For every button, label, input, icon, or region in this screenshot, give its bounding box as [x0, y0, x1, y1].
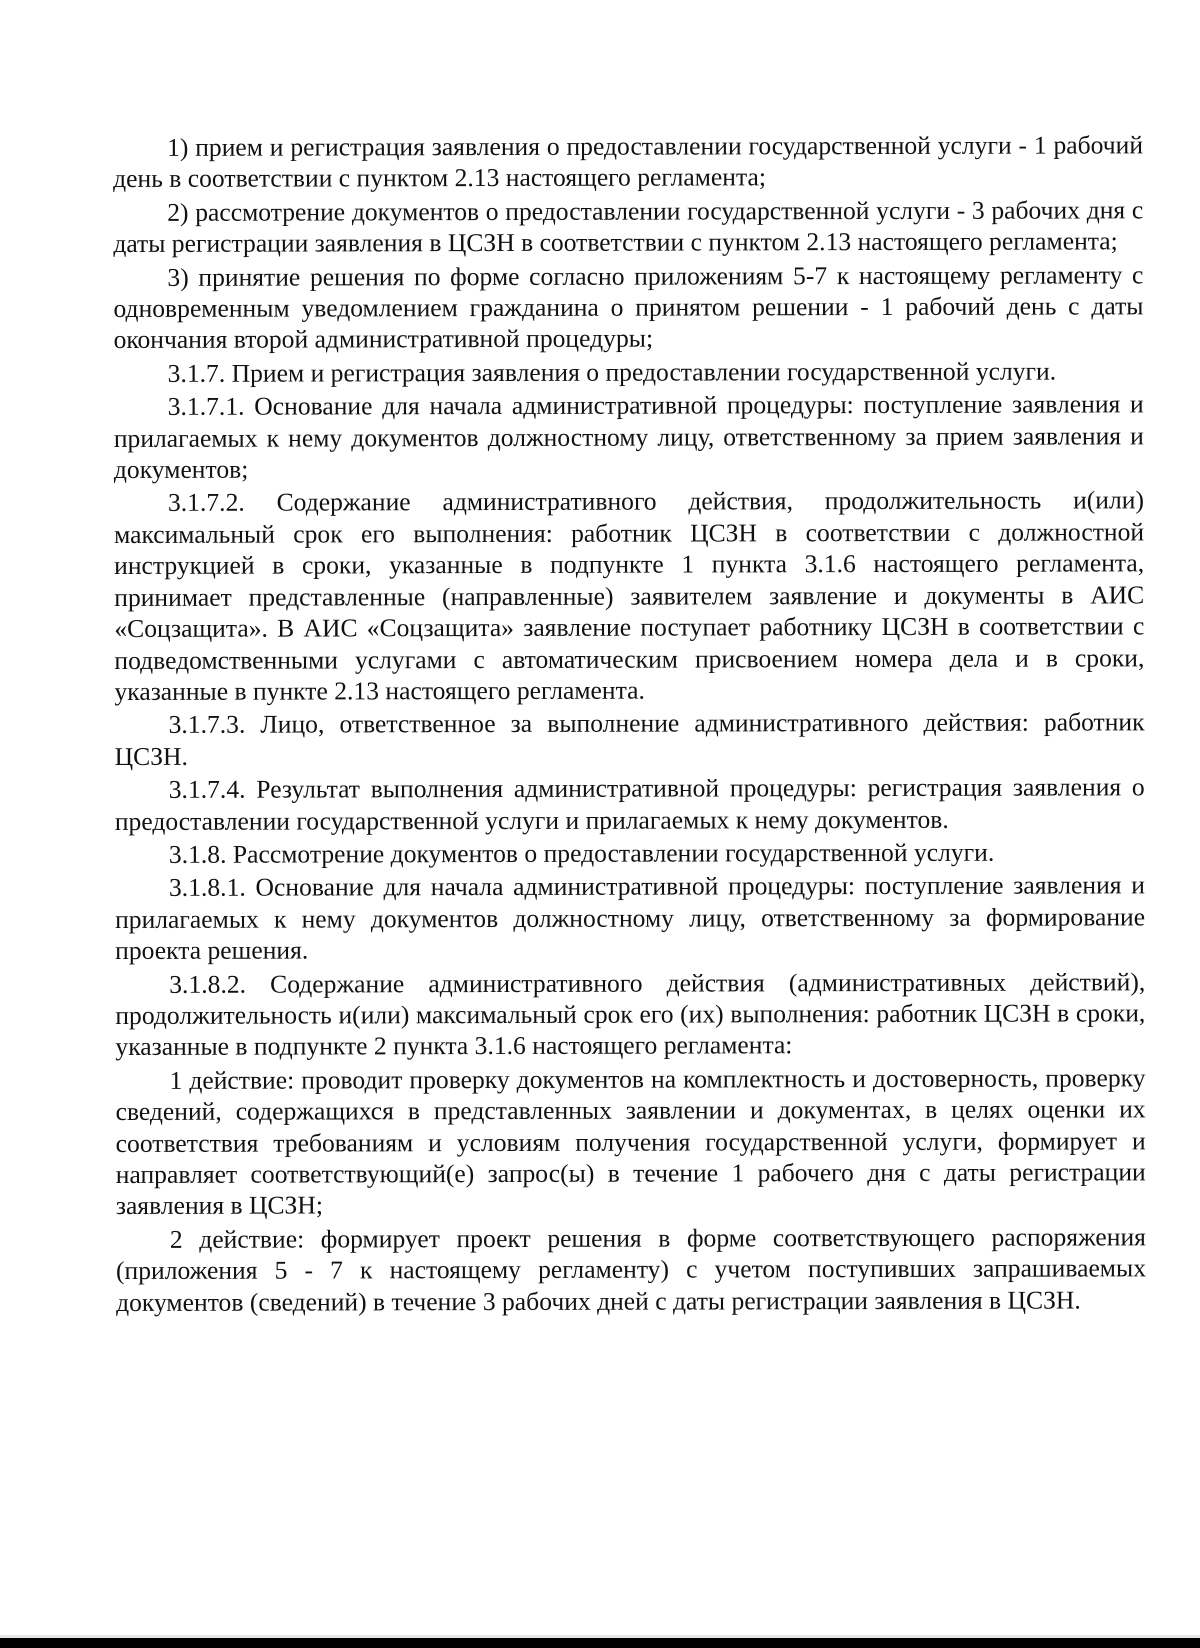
- paragraph-3-1-8-2: 3.1.8.2. Содержание административного действия (административных действий), продолжительность и(или) максимальный срок его (их) выполнения: работник ЦСЗН в сроки, указанные в подпункте 2 пункта 3.1.6 настоящего регламента:: [115, 966, 1146, 1062]
- paragraph-3-1-7-4: 3.1.7.4. Результат выполнения административной процедуры: регистрация заявления о предоставлении государственной услуги и прилагаемых к нему документов.: [114, 772, 1145, 836]
- paragraph-3-1-7-1: 3.1.7.1. Основание для начала административной процедуры: поступление заявления и прилагаемых к нему документов должностному лицу, ответственному за прием заявления и документов;: [113, 389, 1144, 485]
- paragraph-3-1-7-2: 3.1.7.2. Содержание административного действия, продолжительность и(или) максимальный срок его выполнения: работник ЦСЗН в соответствии с должностной инструкцией в сроки, указанные в подпункте 1 пункта 3.1.6 настоящего регламента, принимает представленные (направленные) заявителем заявление и документы в АИС «Соцзащита». В АИС «Соцзащита» заявление поступает работнику ЦСЗН в соответствии с подведомственными услугами с автоматическим присвоением номера дела и в сроки, указанные в пункте 2.13 настоящего регламента.: [114, 485, 1145, 706]
- paragraph-action-2: 2 действие: формирует проект решения в форме соответствующего распоряжения (приложения 5 - 7 к настоящему регламенту) с учетом поступивших запрашиваемых документов (сведений) в течение 3 рабочих дней с даты регистрации заявления в ЦСЗН.: [115, 1222, 1147, 1317]
- paragraph-procedure-1: 1) прием и регистрация заявления о предоставлении государственной услуги - 1 рабочий день в соответствии с пунктом 2.13 настоящего регламента;: [113, 130, 1144, 194]
- paragraph-3-1-8-1: 3.1.8.1. Основание для начала административной процедуры: поступление заявления и прилагаемых к нему документов должностному лицу, ответственному за формирование проекта решения.: [115, 870, 1146, 966]
- paragraph-3-1-7-3: 3.1.7.3. Лицо, ответственное за выполнение административного действия: работник ЦСЗН.: [114, 707, 1145, 771]
- document-body: [113, 129, 1146, 1320]
- paragraph-3-1-7: 3.1.7. Прием и регистрация заявления о предоставлении государственной услуги.: [167, 356, 1057, 388]
- paragraph-procedure-2: 2) рассмотрение документов о предоставлении государственной услуги - 3 рабочих дня с даты регистрации заявления в ЦСЗН в соответствии с пунктом 2.13 настоящего регламента;: [113, 195, 1144, 259]
- paragraph-procedure-3: 3) принятие решения по форме согласно приложениям 5-7 к настоящему регламенту с одновременным уведомлением гражданина о принятом решении - 1 рабочий день с даты окончания второй административной процедуры;: [113, 259, 1144, 355]
- paragraph-3-1-8: 3.1.8. Рассмотрение документов о предоставлении государственной услуги.: [168, 837, 995, 869]
- paragraph-action-1: 1 действие: проводит проверку документов на комплектность и достоверность, проверку сведений, содержащихся в представленных заявлении и документах, в целях оценки их соответствия требованиям и условиям получения государственной услуги, формирует и направляет соответствующий(е) запрос(ы) в течение 1 рабочего дня с даты регистрации заявления в ЦСЗН;: [115, 1063, 1146, 1221]
- scan-edge-bar: [0, 1638, 1200, 1648]
